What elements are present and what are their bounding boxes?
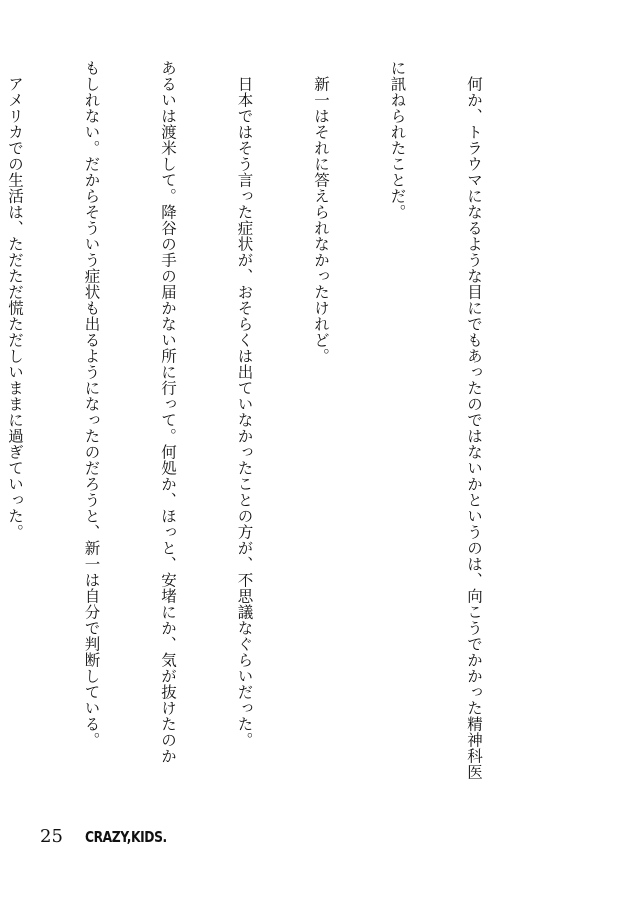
text-line: もしれない。だからそういう症状も出るようになったのだろうと、新一は自分で判断している。 (82, 60, 101, 748)
text-line: 何か、トラウマになるような目にでもあったのではないかというのは、向こうでかかった精神科医 (465, 60, 483, 780)
page-number: 25 (40, 826, 63, 847)
text-line: 新一はそれに答えられなかったけれど。 (312, 60, 330, 364)
book-title: CRAZY,KIDS. (84, 828, 167, 846)
text-line: あるいは渡米して。降谷の手の届かない所に行って。何処か、ほっと、安堵にか、気が抜けたのか (159, 60, 177, 764)
text-line: 日本ではそう言った症状が、おそらくは出ていなかったことの方が、不思議なぐらいだった。 (235, 60, 254, 748)
page-footer (40, 826, 185, 850)
text-line: に訊ねられたことだ。 (388, 60, 407, 220)
text-line: アメリカでの生活は、ただただ慌ただしいままに過ぎていった。 (6, 60, 24, 540)
